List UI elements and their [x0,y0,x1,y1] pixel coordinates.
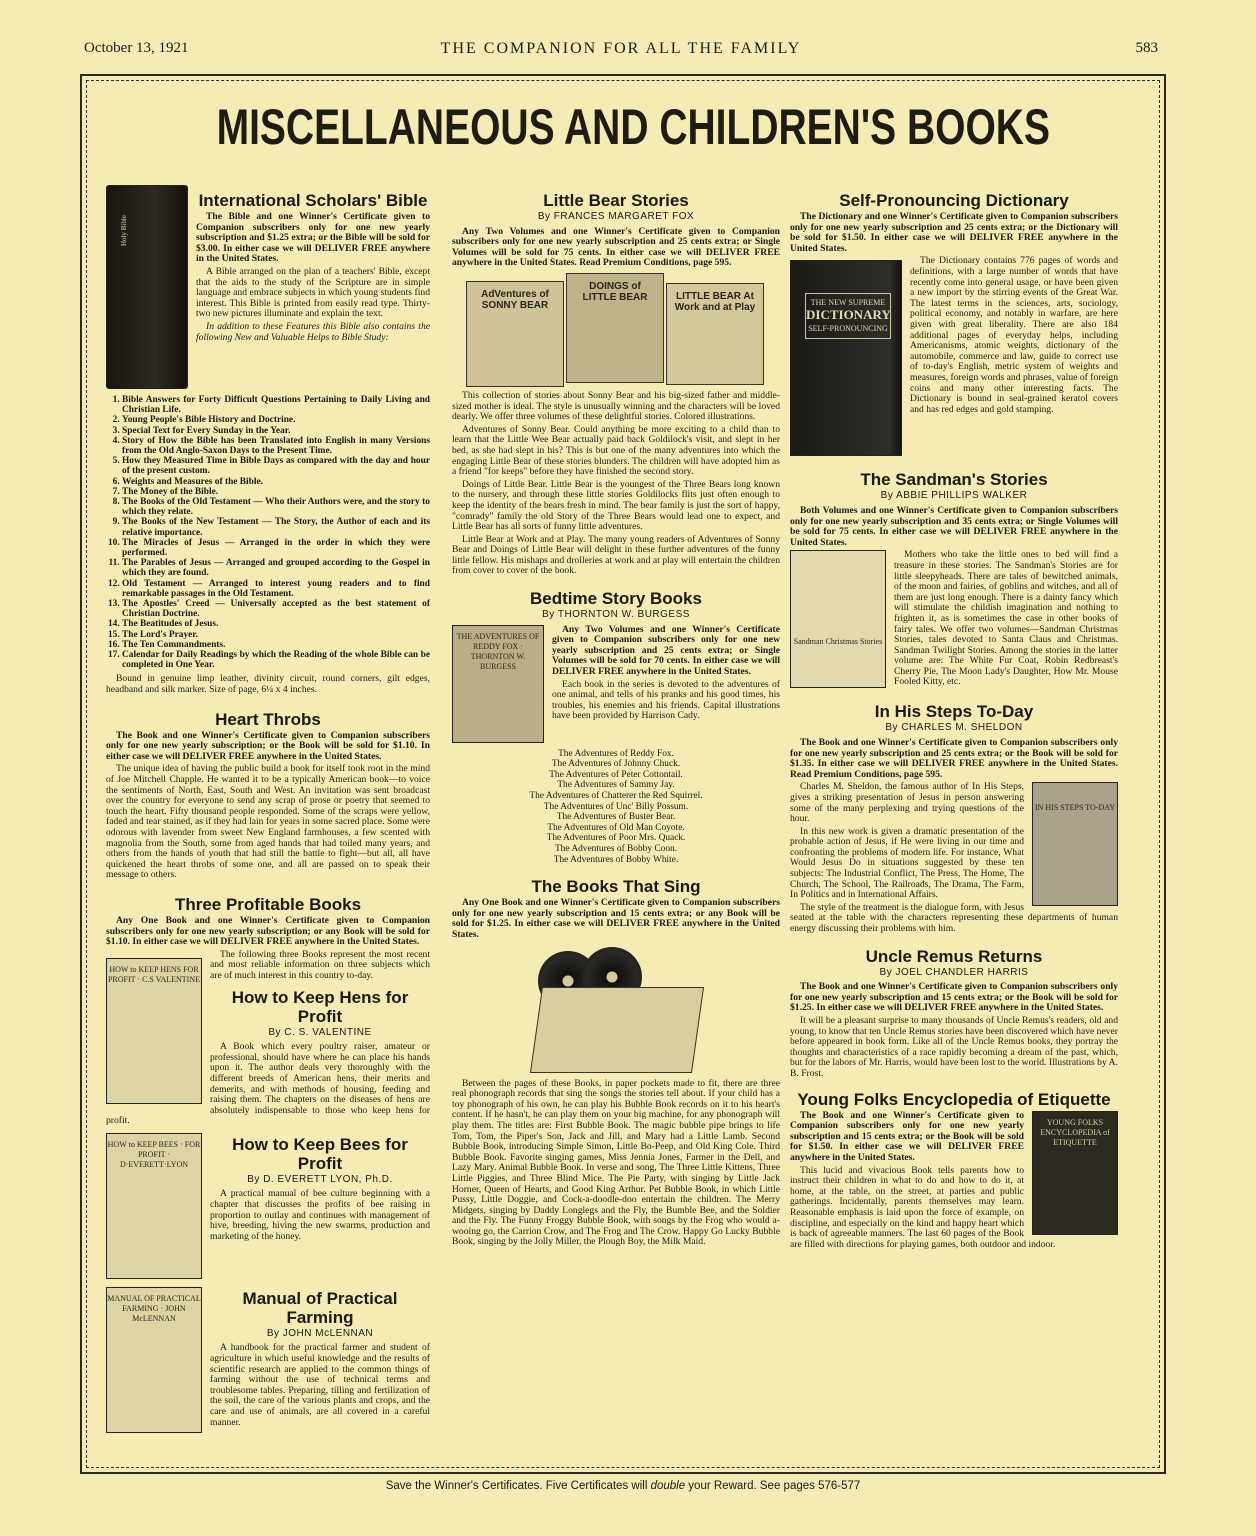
bear-work: Little Bear at Work and at Play. The many young readers of Adventures of Sonny Bear and Doings of Little Bear will delight in these further adventures of the funny little fellow. His mishaps and drolleries at work and at play will entertain the children from cover to cover of the book. [452,533,780,577]
sandman-book-image: Sandman Christmas Stories [790,550,886,688]
farm-heading: Manual of Practical Farming [242,1288,398,1327]
remus-desc: It will be a pleasant surprise to many thousands of Uncle Remus's readers, old and young, to know that ten Uncle Remus stories have been discovered which have never before appeared in book form. Like all of the Uncle Remus books, they portray the thoughts and characteristics of a race rapidly becoming a dream of the past, which, but for the labors of Mr. Harris, would have been lost to the world. Illustrations by A. B. Frost. [790,1015,1118,1079]
list-item: The Adventures of Bobby Coon. [554,844,678,854]
three-desc: The following three Books represent the most recent and most reliable information on three subjects which are of much interest in this country to-day. [210,948,430,981]
little-bear-books-image: AdVentures of SONNY BEAR DOINGS of LITTLE BEAR LITTLE BEAR At Work and at Play [466,273,766,385]
etiquette-book-image: YOUNG FOLKS ENCYCLOPEDIA of ETIQUETTE [1032,1111,1118,1235]
list-item: The Adventures of Sammy Jay. [557,780,675,791]
farm-book-image: MANUAL OF PRACTICAL FARMING · JOHN McLENNAN [106,1287,202,1433]
sing-desc: Between the pages of these Books, in paper pockets made to fit, there are three real phonograph records that sing the songs the stories tell about. If your child has a toy phonograph of his own, he can play his Bubble Book records on it to his heart's content. If he hasn't, he can play them on your big machine, for any phonograph will play them. The titles are: First Bubble Book. The magic bubble pipe brings to life Tom, Tom, the Piper's Son, Jack and Jill, and Mary had a Little Lamb. Second Bubble Book, introducing Simple Simon, Little Bo-Peep, and Old King Cole. Third Bubble Book. Favorite singing games, Miss Jennia Jones, Farmer in the Dell, and Lazy Mary. Animal Bubble Book. In verse and song, The Three Little Kittens, Three Little Piggies, and Three Blind Mice. The Pie Party, with singing by Little Jack Horner, Queen of Hearts, and Good King Arthur. Pet Bubble Book, in which Little Pussy, Little Doggie, and Cock-a-doodle-doo entertain the children. The Merry Midgets, singing by Daddy Longlegs and the Fly, the Bumble Bee, and the Soldier and the Fly. The Funny Froggy Bubble Book, with songs by the Frog who would a-wooing go, the Carrion Crow, and The Frog and The Crow. Happy Go Lucky Bubble Book, singing by the Jolly Miller, the Plough Boy, the Milk Maid. [452,1077,780,1248]
remus-heading: Uncle Remus Returns [865,946,1043,966]
list-item: 4. Story of How the Bible has been Translated into English in many Versions from the Old Anglo-Saxon Days to the Present Time. [122,436,430,456]
hens-desc: A Book which every poultry raiser, amateur or professional, should have where he can place his hands upon it. The author deals very thoroughly with the different breeds of American hens, their merits and demerits, and with methods of housing, feeding and raising them. The chapters on the diseases of hens are absolutely indispensable to those who keep hens for profit. [106,1041,430,1127]
heart-desc: The unique idea of having the public build a book for itself took root in the mind of Joe Mitchell Chapple. He wanted it to be a typically American book—to voice the sentiments of North, East, South and West. An invitation was sent broadcast over the country for everyone to send any scrap of prose or poetry that seemed to touch the heart. Fifty thousand people responded. Some of the scraps were yellow, faded and tear stained, as if they had lain for years in some sacred place. Some were odorous with lavender from sweet New England farmhouses, a few scented with magnolia from the South, some from aged hands that had toiled many years, and others from the hands of youth that had still the battle to fight—but all, all have quickened the heart throbs of some one, and all are passed on to speak their message to others. [106,763,430,881]
dict-heading: Self-Pronouncing Dictionary [839,191,1069,210]
remus-author: By JOEL CHANDLER HARRIS [879,966,1029,978]
bear-offer: Any Two Volumes and one Winner's Certificate given to Companion subscribers only for one new yearly subscription and 25 cents extra; or Single Volumes will be sold for 75 cents. In either case we will DELIVER FREE anywhere in the United States. Read Premium Conditions, page 595. [452,225,780,269]
list-item: 3. Special Text for Every Sunday in the Year. [122,426,430,436]
bees-heading: How to Keep Bees for Profit [232,1134,408,1173]
steps-book-image: IN HIS STEPS TO-DAY [1032,782,1118,906]
list-item: 14. The Beatitudes of Jesus. [122,619,430,629]
running-header [84,40,1158,62]
bible-helps-list [106,395,430,670]
sandman-offer: Both Volumes and one Winner's Certificate given to Companion subscribers only for one new yearly subscription and 35 cents extra; or Single Volumes will be sold for 75 cents. In either case we will DELIVER FREE anywhere in the United States. [790,504,1118,548]
list-item: 12. Old Testament — Arranged to interest young readers and to find remarkable passages in the Old Testament. [122,579,430,599]
list-item: The Adventures of Buster Bear. [556,812,676,823]
list-item: 17. Calendar for Daily Readings by which the Reading of the whole Bible can be completed in One Year. [122,650,430,670]
etiquette-desc: This lucid and vivacious Book tells parents how to instruct their children in what to do and how to do it, at home, at the table, on the street, at parties and public gatherings. Incidentally, parents themselves may learn. Reasonable emphasis is laid upon the force of example, on discipline, and especially on the kind and happy heart which is back of agreeable manners. The last 60 pages of the Book are filled with directions for playing games, both outdoor and indoor. [790,1164,1056,1250]
three-heading: Three Profitable Books [174,894,362,914]
column-left [106,185,430,1437]
etiquette-heading: Young Folks Encyclopedia of Etiquette [797,1089,1111,1109]
bear-desc: This collection of stories about Sonny Bear and his big-sized father and middle-sized mother is ideal. The style is unusually winning and the characters will be loved dearly. We offer three volumes of these delightful stories. Colored illustrations. [452,389,780,423]
sing-heading: The Books That Sing [531,877,701,897]
bedtime-heading: Bedtime Story Books [530,589,702,609]
list-item: The Adventures of Old Man Coyote. [547,822,685,833]
etiquette-offer: The Book and one Winner's Certificate given to Companion subscribers only for one new yearly subscription and 15 cents extra; or the Book will be sold for $1.50. In either case we will DELIVER FREE anywhere in the United States. [790,1109,1024,1163]
list-item: The Adventures of Unc' Billy Possum. [543,801,689,812]
heart-offer: The Book and one Winner's Certificate given to Companion subscribers only for one new yearly subscription; or the Book will be sold for $1.10. In either case we will DELIVER FREE anywhere in the United States. [106,729,430,762]
column-middle [452,185,780,1250]
bedtime-titles [452,749,780,866]
bear-heading: Little Bear Stories [543,191,689,210]
issue-date: October 13, 1921 [84,40,189,56]
heart-heading: Heart Throbs [215,709,321,729]
bible-binding: Bound in genuine limp leather, divinity circuit, round corners, gilt edges, headband and silk marker. Size of page, 6¼ x 4 inches. [106,673,430,696]
page-title: MISCELLANEOUS AND CHILDREN'S BOOKS [216,99,1050,155]
list-item: 10. The Miracles of Jesus — Arranged in the order in which they were performed. [122,538,430,558]
steps-desc-3: The style of the treatment is the dialogue form, with Jesus seated at the table with the characters representing these departments of human energy discussing their problems with him. [790,901,1118,935]
list-item: 6. Weights and Measures of the Bible. [122,477,430,487]
bear-sonny: Adventures of Sonny Bear. Could anything be more exciting to a child than to learn that the Little Wee Bear actually paid back Goldilock's visit, and slept in her bed, as she had slept in his? This is but one of the many adventures into which the engaging Little Bear of these stories blunders. The children will have adopted him as a friend "for keeps" before they have finished the second story. [452,423,780,478]
page-number: 583 [1135,40,1158,56]
list-item: The Adventures of Chatterer the Red Squirrel. [529,791,703,802]
column-right [790,185,1118,1252]
bible-offer: The Bible and one Winner's Certificate given to Companion subscribers only for one new yearly subscription and $1.25 extra; or the Bible will be sold for $3.00. In either case we will DELIVER FREE anywhere in the United States. [196,211,430,265]
bible-desc: A Bible arranged on the plan of a teachers' Bible, except that the aids to the study of the Scripture are in simple language and embrace subjects in which young students find interest. This Bible is printed from easily read type. Thirty-two new pictures illuminate and explain the text. [196,265,430,320]
list-item: 13. The Apostles' Creed — Universally accepted as the best statement of Christian Doctrine. [122,599,430,619]
list-item: 15. The Lord's Prayer. [122,630,430,640]
page-footer: Save the Winner's Certificates. Five Certificates will double your Reward. See pages 576-577 [385,1480,861,1492]
steps-author: By CHARLES M. SHELDON [885,722,1023,734]
bees-desc: A practical manual of bee culture beginning with a chapter that discusses the profits of bee raising in proportion to outlay and continues with management of hive, breeding, hiving the new swarms, production and marketing of the honey. [210,1188,430,1242]
sandman-author: By ABBIE PHILLIPS WALKER [880,490,1028,502]
list-item: 8. The Books of the Old Testament — Who their Authors were, and the story to which they relate. [122,497,430,517]
list-item: The Adventures of Bobby White. [553,854,679,865]
list-item: The Adventures of Peter Cottontail. [549,769,683,780]
dict-desc: The Dictionary contains 776 pages of words and definitions, with a large number of words that have recently come into general usage, or have been given a new import by the stirring events of the Great War. The latest terms in the sciences, arts, sociology, political economy, and notably in warfare, are here given with great liberality. There are also 184 additional pages of everyday helps, including Americanisms, atomic weights, dictionary of the automobile, commerce and law, guide to correct use of to-day's English, metric system of weights and measures, foreign words and phrases, value of foreign coins and many other interesting facts. The Dictionary is bound in seal-grained keratol covers and has red edges and gold stamping. [910,255,1118,415]
hens-author: By C. S. VALENTINE [268,1026,372,1038]
sandman-heading: The Sandman's Stories [860,470,1048,490]
bedtime-offer: Any Two Volumes and one Winner's Certificate given to Companion subscribers only for one new yearly subscription and 25 cents extra; or Single Volumes will be sold for 70 cents. In either case we will DELIVER FREE anywhere in the United States. [552,623,780,678]
sing-offer: Any One Book and one Winner's Certificate given to Companion subscribers only for one new yearly subscription and 15 cents extra; or any Book will be sold for $1.25. In either case we will DELIVER FREE anywhere in the United States. [452,897,780,940]
list-item: The Adventures of Reddy Fox. [558,748,674,759]
hens-book-image: HOW to KEEP HENS FOR PROFIT · C.S VALENTINE [106,958,202,1104]
bible-helps-intro: In addition to these Features this Bible also contains the following New and Valuable Helps to Bible Study: [196,320,430,343]
list-item: 9. The Books of the New Testament — The Story, the Author of each and its relative importance. [122,517,430,537]
dict-offer: The Dictionary and one Winner's Certificate given to Companion subscribers only for one new yearly subscription and 25 cents extra; or the Dictionary will be sold for $1.50. In either case we will DELIVER FREE anywhere in the United States. [790,211,1118,254]
list-item: 2. Young People's Bible History and Doctrine. [122,415,430,425]
sandman-desc: Mothers who take the little ones to bed will find a treasure in these stories. The Sandman's Stories are for little sleepyheads. There are tales of bewitched animals, of the moon and fairies, of goblins and witches, and all of them are just long enough. There is a dainty fancy which will stimulate the childish imagination and nothing to frighten it, as is sometimes the case in other books of fairy tales. We offer two volumes—Sandman Christmas Stories, tales devoted to Santa Claus and Christmas. Sandman Twilight Stories. Among the stories in the latter volume are: The White Fur Coat, Robin Redbreast's Cherry Pie, The Moon Lady's Daughter, How Mr. Mouse Fooled Kitty, etc. [894,549,1118,688]
reddy-fox-book-image: THE ADVENTURES OF REDDY FOX · THORNTON W. BURGESS [452,625,544,743]
dictionary-image: THE NEW SUPREME DICTIONARY SELF-PRONOUNCING [790,260,902,456]
farm-author: By JOHN McLENNAN [266,1327,374,1339]
bees-author: By D. EVERETT LYON, Ph.D. [247,1173,393,1185]
list-item: 16. The Ten Commandments. [122,640,430,650]
bedtime-desc: Each book in the series is devoted to the adventures of one animal, and tells of his pranks and his good times, his troubles, his enemies and his friends. Capital illustrations have been provided by Harrison Cady. [552,678,780,722]
list-item: 5. How they Measured Time in Bible Days as compared with the day and hour of the present custom. [122,456,430,476]
list-item: 1. Bible Answers for Forty Difficult Questions Pertaining to Daily Living and Christian Life. [122,395,430,415]
farm-desc: A handbook for the practical farmer and student of agriculture in which useful knowledge and the results of scientific research are applied to the common things of farming without the use of technical terms and troublesome tables. Preparing, tilling and fertilization of the soil, the care of the various plants and crops, and the care and use of animals, are all covered in a careful manner. [210,1342,430,1428]
list-item: The Adventures of Johnny Chuck. [551,759,681,770]
masthead: THE COMPANION FOR ALL THE FAMILY [440,40,802,57]
list-item: 7. The Money of the Bible. [122,487,430,497]
bees-book-image: HOW to KEEP BEES · FOR PROFIT · D·EVERETT·LYON [106,1133,202,1279]
bear-doings: Doings of Little Bear. Little Bear is the youngest of the Three Bears long known to the nursery, and through these little stories Goldilocks flits just often enough to keep the identity of the bears fresh in mind. The bear family is just the sort of happy, "comrady" family the old Story of the Three Bears would lead one to expect, and Little Bear has all sorts of funny little adventures. [452,478,780,533]
bedtime-author: By THORNTON W. BURGESS [542,609,690,621]
bible-image: Holy Bible [106,185,188,389]
hens-heading: How to Keep Hens for Profit [231,987,409,1026]
list-item: The Adventures of Poor Mrs. Quack. [546,833,686,844]
bear-author: By FRANCES MARGARET FOX [537,211,695,222]
remus-offer: The Book and one Winner's Certificate given to Companion subscribers only for one new yearly subscription and 15 cents extra; or the Book will be sold for $1.25. In either case we will DELIVER FREE anywhere in the United States. [790,981,1118,1014]
three-offer: Any One Book and one Winner's Certificate given to Companion subscribers only for one new yearly subscription; or any Book will be sold for $1.10. In either case we will DELIVER FREE anywhere in the United States. [106,914,430,948]
bible-heading: International Scholars' Bible [198,191,428,210]
steps-offer: The Book and one Winner's Certificate given to Companion subscribers only for one new yearly subscription and 25 cents extra; or the Book will be sold for $1.35. In either case we will DELIVER FREE anywhere in the United States. Read Premium Conditions, page 595. [790,736,1118,780]
steps-desc-1: Charles M. Sheldon, the famous author of In His Steps, gives a striking presentation of Jesus in person answering some of the many perplexing and trying questions of the hour. [790,781,1024,825]
steps-desc-2: In this new work is given a dramatic presentation of the probable action of Jesus, if He were living in our time and confronting the problems of modern life. For instance, What Would Jesus Do in situations suggested by these ten subjects: The Industrial Conflict, The Press, The Home, The Church, The School, The Railroads, The Drama, The Farm, In Politics and in International Affairs. [790,825,1024,901]
list-item: 11. The Parables of Jesus — Arranged and grouped according to the Gospel in which they are found. [122,558,430,578]
steps-heading: In His Steps To-Day [874,702,1034,722]
records-book-image [526,947,706,1073]
